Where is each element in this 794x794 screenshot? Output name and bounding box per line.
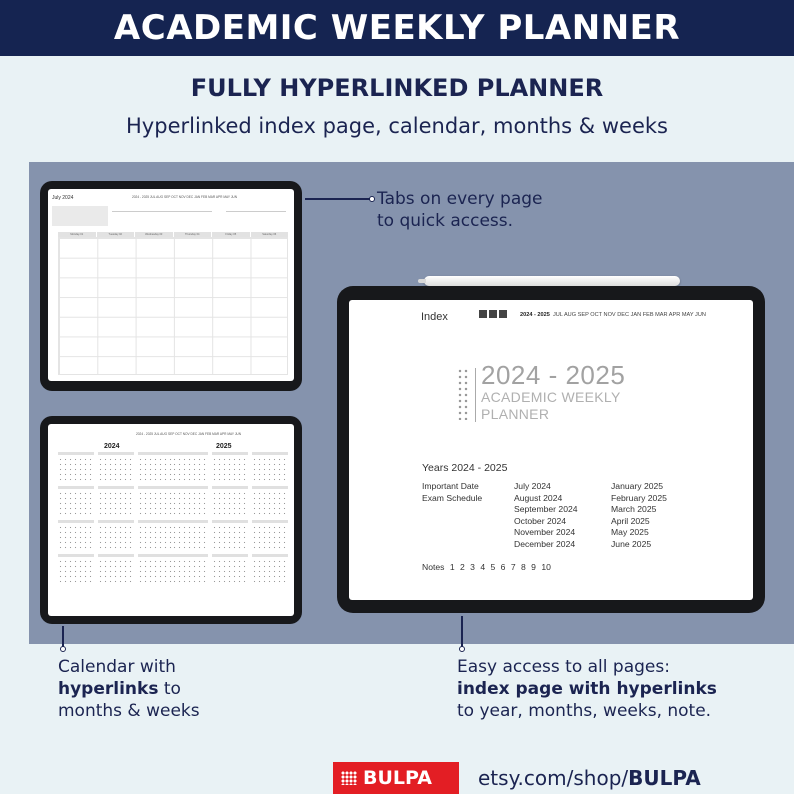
caption-line: to quick access. bbox=[377, 211, 514, 231]
day-header[interactable]: Wednesday 03 bbox=[135, 232, 173, 237]
planner-page-title: July 2024 bbox=[52, 195, 74, 201]
month-link[interactable]: September 2024 bbox=[514, 504, 578, 515]
index-tablet bbox=[337, 286, 765, 613]
month-header bbox=[252, 520, 288, 523]
tab-year[interactable]: 2024 - 2025 bbox=[520, 312, 550, 318]
month-days bbox=[138, 525, 174, 550]
month-days bbox=[172, 559, 208, 584]
cover-subtitle-line: PLANNER bbox=[481, 406, 550, 422]
next-week-line bbox=[226, 211, 286, 212]
index-callout-line bbox=[461, 616, 463, 648]
calendar-month[interactable] bbox=[172, 520, 208, 554]
month-days bbox=[138, 457, 174, 482]
index-col-special bbox=[422, 481, 482, 504]
calendar-month[interactable] bbox=[58, 554, 94, 588]
day-header[interactable]: Tuesday 02 bbox=[97, 232, 135, 237]
month-header bbox=[212, 486, 248, 489]
caption-line: Calendar with bbox=[58, 657, 176, 677]
calendar-month[interactable] bbox=[212, 486, 248, 520]
month-days bbox=[172, 491, 208, 516]
planner-week-grid bbox=[58, 237, 288, 375]
logo-text: BULPA bbox=[363, 767, 432, 789]
decorative-dot-grid bbox=[457, 368, 469, 420]
month-days bbox=[172, 457, 208, 482]
tabs-callout-dot bbox=[369, 196, 375, 202]
tagline: Hyperlinked index page, calendar, months & weeks bbox=[126, 114, 668, 138]
calendar-month[interactable] bbox=[252, 452, 288, 486]
month-link[interactable]: October 2024 bbox=[514, 515, 567, 526]
calendar-callout-line bbox=[62, 626, 64, 648]
month-header bbox=[172, 554, 208, 557]
month-header bbox=[58, 554, 94, 557]
calendar-month[interactable] bbox=[138, 520, 174, 554]
month-days bbox=[212, 559, 248, 584]
calendar-month[interactable] bbox=[58, 486, 94, 520]
month-days bbox=[98, 525, 134, 550]
tabs-caption bbox=[377, 188, 543, 232]
month-header bbox=[98, 520, 134, 523]
list-icon[interactable] bbox=[479, 310, 487, 318]
calendar-month[interactable] bbox=[98, 554, 134, 588]
month-days bbox=[58, 559, 94, 584]
divider bbox=[475, 368, 476, 422]
month-header bbox=[172, 520, 208, 523]
shop-name: BULPA bbox=[628, 766, 701, 790]
month-header bbox=[252, 554, 288, 557]
tab-icons bbox=[479, 310, 507, 318]
month-header bbox=[138, 486, 174, 489]
calendar-month[interactable] bbox=[212, 452, 248, 486]
years-link[interactable]: Years 2024 - 2025 bbox=[422, 462, 508, 474]
calendar-month[interactable] bbox=[172, 452, 208, 486]
calendar-month[interactable] bbox=[172, 486, 208, 520]
month-link[interactable]: April 2025 bbox=[611, 515, 650, 526]
link-exam-schedule[interactable]: Exam Schedule bbox=[422, 492, 483, 503]
month-link[interactable]: December 2024 bbox=[514, 538, 576, 549]
planner-tab-bar[interactable]: 2024 - 2025 JUL AUG SEP OCT NOV DEC JAN FEB MAR APR MAY JUN bbox=[132, 195, 238, 199]
month-days bbox=[98, 559, 134, 584]
caption-bold: hyperlinks bbox=[58, 679, 159, 699]
top-goals-box bbox=[52, 206, 108, 226]
index-caption bbox=[457, 656, 717, 722]
calendar-month[interactable] bbox=[212, 520, 248, 554]
month-header bbox=[172, 486, 208, 489]
day-header[interactable]: Saturday 06 bbox=[251, 232, 289, 237]
shop-prefix: etsy.com/shop/ bbox=[478, 766, 629, 790]
cover-subtitle-line: ACADEMIC WEEKLY bbox=[481, 389, 621, 405]
month-link[interactable]: June 2025 bbox=[611, 538, 652, 549]
month-header bbox=[138, 554, 174, 557]
tabs-callout-line bbox=[305, 198, 373, 200]
day-header[interactable]: Friday 05 bbox=[212, 232, 250, 237]
calendar-month[interactable] bbox=[138, 452, 174, 486]
calendar-year-2025[interactable]: 2025 bbox=[216, 443, 232, 450]
month-days bbox=[58, 457, 94, 482]
notes-icon[interactable] bbox=[499, 310, 507, 318]
month-days bbox=[98, 457, 134, 482]
calendar-month[interactable] bbox=[172, 554, 208, 588]
month-header bbox=[98, 452, 134, 455]
caption-line: months & weeks bbox=[58, 701, 200, 721]
caption-line bbox=[58, 678, 200, 700]
shop-link[interactable] bbox=[478, 762, 701, 794]
month-header bbox=[252, 452, 288, 455]
month-days bbox=[138, 559, 174, 584]
calendar-year-2024[interactable]: 2024 bbox=[104, 443, 120, 450]
subtitle: FULLY HYPERLINKED PLANNER bbox=[190, 74, 604, 102]
calendar-month[interactable] bbox=[252, 520, 288, 554]
month-header bbox=[58, 452, 94, 455]
month-header bbox=[58, 486, 94, 489]
planner-screen bbox=[48, 189, 294, 381]
month-header bbox=[98, 554, 134, 557]
index-col-2024 bbox=[514, 481, 578, 551]
month-link[interactable]: November 2024 bbox=[514, 527, 576, 538]
month-header bbox=[212, 520, 248, 523]
index-label[interactable]: Index bbox=[421, 311, 448, 323]
link-important-date[interactable]: Important Date bbox=[422, 481, 479, 491]
calendar-month[interactable] bbox=[58, 520, 94, 554]
month-header bbox=[138, 520, 174, 523]
caption-text: to bbox=[158, 679, 181, 699]
grid-icon[interactable] bbox=[489, 310, 497, 318]
calendar-tab-bar[interactable]: 2024 - 2025 JUL AUG SEP OCT NOV DEC JAN FEB MAR APR MAY JUN bbox=[136, 432, 242, 436]
calendar-month[interactable] bbox=[138, 554, 174, 588]
month-days bbox=[252, 559, 288, 584]
month-days bbox=[212, 491, 248, 516]
day-header[interactable]: Thursday 04 bbox=[174, 232, 212, 237]
stylus-pencil bbox=[424, 276, 680, 286]
todo-line bbox=[112, 211, 212, 212]
caption-line bbox=[457, 678, 717, 700]
calendar-callout-dot bbox=[60, 646, 66, 652]
calendar-month[interactable] bbox=[138, 486, 174, 520]
index-screen bbox=[349, 300, 753, 600]
month-days bbox=[138, 491, 174, 516]
planner-tablet bbox=[40, 181, 302, 391]
month-days bbox=[98, 491, 134, 516]
logo-dots-icon bbox=[341, 771, 357, 785]
month-link[interactable]: May 2025 bbox=[611, 527, 649, 538]
calendar-caption bbox=[58, 656, 200, 722]
month-header bbox=[98, 486, 134, 489]
index-col-2025 bbox=[611, 481, 667, 551]
month-link[interactable]: January 2025 bbox=[611, 481, 664, 491]
month-days bbox=[252, 491, 288, 516]
caption-bold: index page with hyperlinks bbox=[457, 679, 717, 699]
page-header: ACADEMIC WEEKLY PLANNER bbox=[0, 0, 794, 56]
calendar-screen bbox=[48, 424, 294, 616]
month-link[interactable]: July 2024 bbox=[514, 481, 551, 491]
tab-months[interactable]: JUL AUG SEP OCT NOV DEC JAN FEB MAR APR MAY JUN bbox=[552, 312, 706, 318]
month-header bbox=[212, 554, 248, 557]
caption-line: Easy access to all pages: bbox=[457, 657, 670, 677]
calendar-month[interactable] bbox=[212, 554, 248, 588]
month-days bbox=[172, 525, 208, 550]
month-header bbox=[172, 452, 208, 455]
cover-years: 2024 - 2025 bbox=[481, 360, 626, 390]
calendar-month[interactable] bbox=[252, 554, 288, 588]
calendar-month[interactable] bbox=[252, 486, 288, 520]
month-link[interactable]: February 2025 bbox=[611, 492, 667, 503]
calendar-month[interactable] bbox=[98, 452, 134, 486]
month-header bbox=[58, 520, 94, 523]
brand-logo[interactable] bbox=[333, 762, 459, 794]
index-tab-bar[interactable] bbox=[520, 312, 706, 318]
month-days bbox=[212, 457, 248, 482]
month-header bbox=[138, 452, 174, 455]
month-days bbox=[212, 525, 248, 550]
month-days bbox=[58, 525, 94, 550]
calendar-month[interactable] bbox=[98, 486, 134, 520]
calendar-tablet bbox=[40, 416, 302, 624]
day-header[interactable]: Monday 01 bbox=[58, 232, 96, 237]
caption-line: Tabs on every page bbox=[377, 189, 543, 209]
month-header bbox=[212, 452, 248, 455]
month-header bbox=[252, 486, 288, 489]
month-link[interactable]: March 2025 bbox=[611, 504, 657, 515]
month-days bbox=[252, 525, 288, 550]
notes-links[interactable]: Notes 1 2 3 4 5 6 7 8 9 10 bbox=[422, 562, 551, 572]
month-days bbox=[58, 491, 94, 516]
calendar-month[interactable] bbox=[98, 520, 134, 554]
calendar-month[interactable] bbox=[58, 452, 94, 486]
month-link[interactable]: August 2024 bbox=[514, 492, 563, 503]
caption-line: to year, months, weeks, note. bbox=[457, 701, 712, 721]
index-callout-dot bbox=[459, 646, 465, 652]
cover-subtitle bbox=[481, 389, 621, 423]
month-days bbox=[252, 457, 288, 482]
